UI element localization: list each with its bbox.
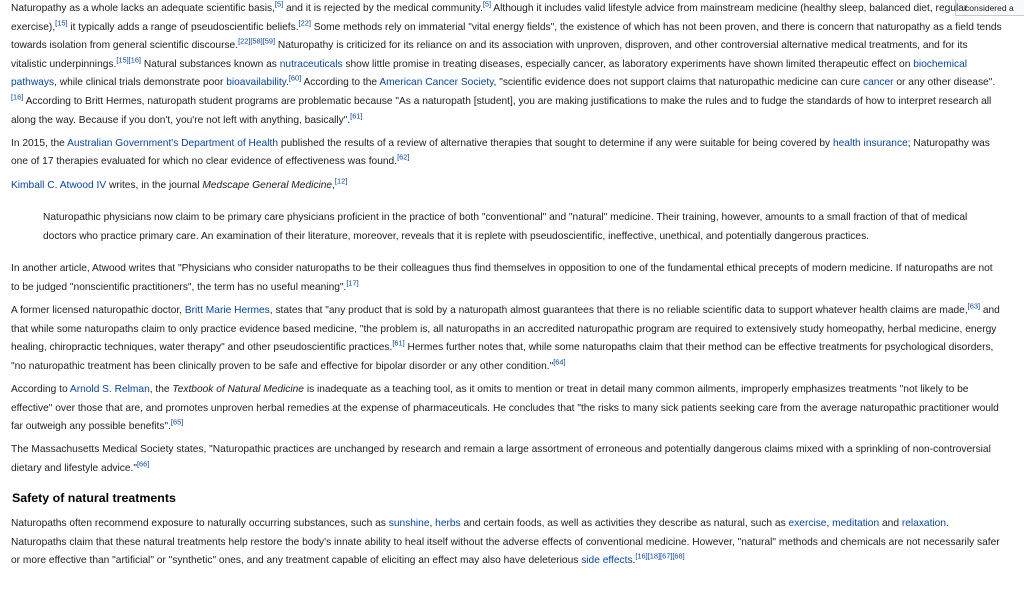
paragraph-natural-treatments: Naturopaths often recommend exposure to naturally occurring substances, such as sunshine, herbs and certain foods, as well as activities they describe as natural, such as exercise, meditation and relaxation. Naturopaths claim that these natural treatments help restore the body's innate ability to heal itself without the adverse effects of conventional medicine. However, "natural" methods and chemicals are not necessarily safer or more effective than "artificial" or "synthetic" ones, and any treatment capable of eliciting an effect may also have deleterious side effects.[16][18][67][68] <box>11 518 1000 567</box>
citation[interactable]: [65] <box>170 417 184 427</box>
citation[interactable]: [15] <box>55 18 68 28</box>
citation[interactable]: [66] <box>136 459 150 469</box>
article-body <box>11 0 1003 576</box>
citation[interactable]: [15][16] <box>116 55 141 65</box>
citation[interactable]: [17] <box>346 278 359 288</box>
atwood-quote: Naturopathic physicians now claim to be primary care physicians proficient in the practice of both "conventional" and "natural" medicine. Their training, however, amounts to a small fraction of that of medical doctors who practice primary care. An examination of their literature, moreover, reveals that it is replete with pseudoscientific, ineffective, unethical, and potentially dangerous practices. <box>43 212 968 242</box>
citation[interactable]: [63] <box>967 301 980 311</box>
paragraph-hermes: A former licensed naturopathic doctor, Britt Marie Hermes, states that "any product that is sold by a naturopath almost guarantees that there is no reliable scientific data to support whatever health claims are made,[63] and that while some naturopaths claim to only practice evidence based medicine, "the problem is, all naturopaths in an accredited naturopathic program are required to extensively study homeopathy, herbal medicine, energy healing, chiropractic techniques, water therapy" and other pseudoscientific practices.[61] Hermes further notes that, while some naturopaths claim that their method can be effective treatments for psychological disorders, "no naturopathic treatment has been clinically proven to be safe and effective for bipolar disorder or any other condition."[64] <box>11 301 1000 372</box>
link-cancer[interactable]: cancer <box>862 77 894 89</box>
citation[interactable]: [16][18][67][68] <box>635 552 685 562</box>
citation[interactable]: [60] <box>288 73 302 83</box>
link-kimball-atwood[interactable]: Kimball C. Atwood IV <box>11 179 107 191</box>
link-arnold-relman[interactable]: Arnold S. Relman <box>69 384 150 396</box>
link-health-insurance[interactable]: health insurance <box>832 137 908 149</box>
paragraph-australian-review: In 2015, the Australian Government's Department of Health published the results of a review of alternative therapies that sought to determine if any were suitable for being covered by health insurance; Naturopathy was one of 17 therapies evaluated for which no clear evidence of effectiveness was found.[62] <box>11 137 990 168</box>
paragraph-atwood-intro: Kimball C. Atwood IV writes, in the journal Medscape General Medicine,[12] <box>11 176 348 191</box>
link-bioavailability[interactable]: bioavailability <box>226 77 287 89</box>
link-exercise[interactable]: exercise <box>788 518 827 530</box>
link-relaxation[interactable]: relaxation <box>901 518 947 530</box>
citation[interactable]: [12] <box>334 176 348 186</box>
link-biochemical-pathways[interactable]: biochemical pathways <box>11 58 967 89</box>
citation[interactable]: [22][58][59] <box>238 36 276 46</box>
paragraph-massachusetts: The Massachusetts Medical Society states, "Naturopathic practices are unchanged by research and remain a large assortment of erroneous and potentially dangerous claims mixed with a sprinkling of non-controversial dietary and lifestyle advice."[66] <box>11 444 991 475</box>
paragraph-relman: According to Arnold S. Relman, the Textbook of Natural Medicine is inadequate as a teaching tool, as it omits to mention or treat in detail many common ailments, improperly emphasizes treatments "not likely to be effective" over those that are, and promotes unproven herbal remedies at the expense of pharmaceuticals. He concludes that "the risks to many sick patients seeking care from the average naturopathic practitioner would far outweigh any possible benefits".[65] <box>11 384 999 433</box>
section-heading-safety: Safety of natural treatments <box>12 491 176 506</box>
citation[interactable]: [22] <box>298 18 311 28</box>
link-meditation[interactable]: meditation <box>832 518 880 530</box>
citation[interactable]: [61] <box>392 338 405 348</box>
infobox-fragment: considered a <box>955 0 1024 16</box>
link-britt-marie-hermes[interactable]: Britt Marie Hermes <box>184 305 270 317</box>
link-sunshine[interactable]: sunshine <box>388 518 430 530</box>
citation[interactable]: [5] <box>482 0 492 9</box>
paragraph-atwood-colleagues: In another article, Atwood writes that "Physicians who consider naturopaths to be their colleagues thus find themselves in opposition to one of the fundamental ethical precepts of modern medicine. If naturopaths are not to be judged "nonscientific practitioners", the term has no useful meaning".[17] <box>11 263 993 293</box>
link-australian-department-of-health[interactable]: Australian Government's Department of Health <box>67 137 278 149</box>
citation[interactable]: [62] <box>397 152 410 162</box>
link-american-cancer-society[interactable]: American Cancer Society <box>379 77 494 89</box>
paragraph-scientific-basis: Naturopathy as a whole lacks an adequate scientific basis,[5] and it is rejected by the medical community.[5] Although it includes valid lifestyle advice from mainstream medicine (healthy sleep, balanced diet, regular exercise),[15] it typically adds a range of pseudoscientific beliefs.[22] Some methods rely on immaterial "vital energy fields", the existence of which has not been proven, and there is concern that naturopathy as a field tends towards isolation from general scientific discourse.[22][58][59] Naturopathy is criticized for its reliance on and its association with unproven, disproven, and other controversial alternative medical treatments, and for its vitalistic underpinnings.[15][16] Natural substances known as nutraceuticals show little promise in treating diseases, especially cancer, as laboratory experiments have shown limited therapeutic effect on biochemical pathways, while clinical trials demonstrate poor bioavailability.[60] According to the American Cancer Society, "scientific evidence does not support claims that naturopathic medicine can cure cancer or any other disease".[16] According to Britt Hermes, naturopath student programs are problematic because "As a naturopath [student], you are making justifications to make the rules and to fudge the standards of how to interpret research all along the way. Because if you don't, you're not left with anything, basically".[61] <box>11 0 1002 126</box>
link-herbs[interactable]: herbs <box>435 518 461 530</box>
citation[interactable]: [64] <box>553 357 566 367</box>
link-nutraceuticals[interactable]: nutraceuticals <box>279 58 343 70</box>
citation[interactable]: [5] <box>274 0 284 9</box>
citation[interactable]: [61] <box>350 111 363 121</box>
citation[interactable]: [16] <box>11 92 24 102</box>
link-side-effects[interactable]: side effects <box>581 555 633 567</box>
